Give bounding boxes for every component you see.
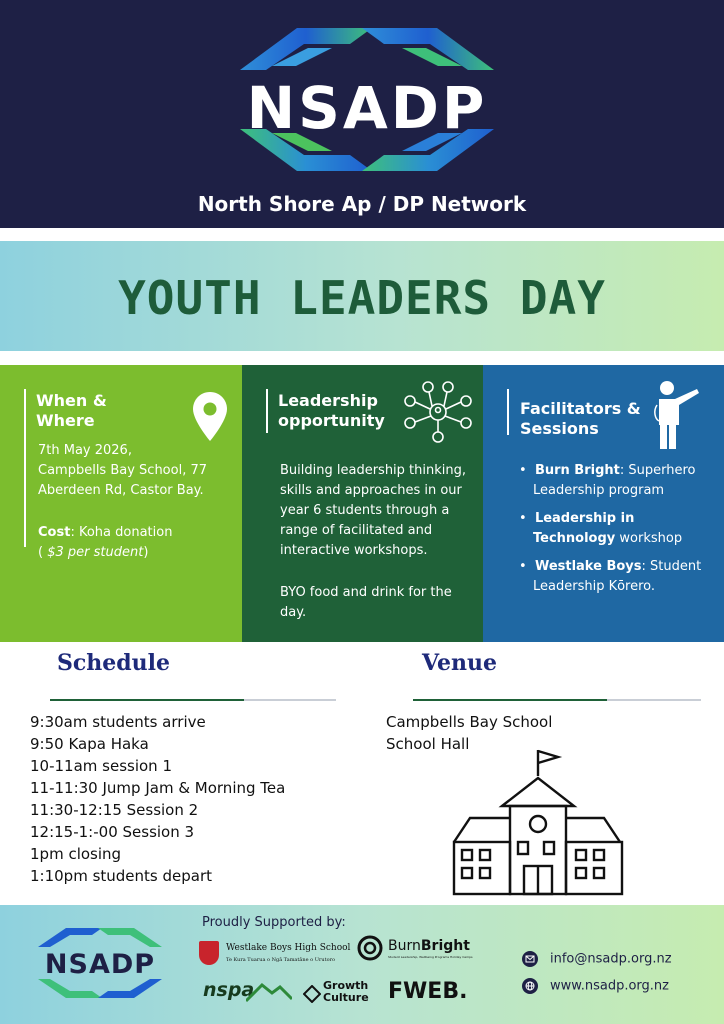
cost-label: Cost (38, 525, 71, 540)
description-line: Building leadership thinking, (280, 463, 466, 478)
facilitator-item: • Westlake Boys: Student Leadership Kōrero. (519, 557, 701, 597)
facilitator-name: Leadership in (534, 511, 635, 526)
burnbright-tagline: Student Leadership, Wellbeing Programs Holiday Camps (388, 955, 473, 959)
globe-icon (522, 978, 538, 994)
heading-line: Facilitators & (520, 399, 641, 418)
schedule-title: Schedule (57, 650, 171, 676)
burnbright-logo-icon (357, 935, 383, 961)
schedule-item: 11:30-12:15 Session 2 (30, 801, 199, 819)
westlake-crest-icon (199, 941, 219, 965)
facilitator-list (519, 461, 701, 597)
growth-culture-line: Growth (323, 979, 369, 992)
schedule-list (30, 711, 285, 887)
schedule-item: 9:30am students arrive (30, 713, 206, 731)
paren: ( (38, 545, 48, 560)
leadership-heading (278, 391, 385, 431)
facilitator-name: Burn Bright (534, 463, 620, 478)
website-url[interactable]: www.nsadp.org.nz (550, 978, 669, 994)
network-people-icon (402, 379, 474, 445)
detail-line: Campbells Bay School, 77 (38, 463, 208, 478)
venue-rule (413, 699, 701, 701)
event-title: YOUTH LEADERS DAY (118, 271, 606, 325)
heading-line: Leadership (278, 391, 378, 410)
cost-per-student: $3 per student (47, 545, 144, 560)
description-line: skills and approaches in our (280, 483, 462, 498)
facilitator-text: workshop (615, 531, 683, 546)
divider-bar (24, 389, 26, 547)
heading-line: opportunity (278, 411, 385, 430)
header (0, 0, 724, 228)
when-where-heading (36, 391, 107, 431)
facilitators-panel (483, 365, 724, 642)
byo-line: BYO food and drink for the (280, 585, 452, 600)
map-pin-icon (192, 391, 228, 443)
schedule-item: 12:15-1:-00 Session 3 (30, 823, 195, 841)
venue-title: Venue (422, 650, 498, 676)
facilitator-text: Leadership program (533, 483, 665, 498)
logo-text: NSADP (246, 74, 488, 142)
supported-label: Proudly Supported by: (202, 915, 346, 930)
divider-bar (266, 389, 268, 433)
event-details (38, 441, 207, 501)
fweb-logo: FWEB. (388, 979, 468, 1004)
schedule-item: 1:10pm students depart (30, 867, 213, 885)
nspa-logo: nspa (203, 979, 255, 1001)
paren: ) (143, 545, 149, 560)
description-line: year 6 students through a (280, 503, 450, 518)
when-where-panel (0, 365, 242, 642)
facilitator-item: • Burn Bright: Superhero Leadership program (519, 461, 701, 501)
heading-line: Sessions (520, 419, 599, 438)
footer-logo (30, 925, 170, 1001)
facilitators-heading (520, 399, 641, 439)
nsadp-logo (222, 22, 512, 177)
growth-culture-diamond-icon (303, 985, 321, 1003)
heading-line: Where (36, 411, 95, 430)
footer (0, 905, 724, 1024)
facilitator-name: Westlake Boys (534, 559, 642, 574)
burnbright-name: BurnBright (388, 938, 470, 954)
footer-logo-text: NSADP (44, 949, 156, 980)
divider-bar (507, 389, 509, 435)
byo-line: day. (280, 605, 307, 620)
schedule-item: 9:50 Kapa Haka (30, 735, 149, 753)
description-line: range of facilitated and (280, 523, 433, 538)
westlake-maori-name: Te Kura Tuarua o Ngā Tamatāne o Urutoro (226, 957, 336, 963)
network-name: North Shore Ap / DP Network (197, 192, 527, 216)
email-contact[interactable] (522, 951, 672, 967)
facilitator-text: : Superhero (619, 463, 696, 478)
venue-line: School Hall (386, 735, 470, 753)
detail-line: 7th May 2026, (38, 443, 132, 458)
email-icon (522, 951, 538, 967)
facilitator-text: : Student (641, 559, 702, 574)
detail-line: Aberdeen Rd, Castor Bay. (38, 483, 204, 498)
school-building-icon (448, 748, 626, 896)
schedule-rule (50, 699, 336, 701)
title-banner (0, 241, 724, 351)
nspa-hills-icon (246, 975, 292, 1005)
email-address[interactable]: info@nsadp.org.nz (550, 951, 672, 967)
growth-culture-logo (323, 980, 369, 1004)
westlake-name: Westlake Boys High School (226, 943, 351, 953)
leadership-panel (242, 365, 483, 642)
growth-culture-line: Culture (323, 991, 369, 1004)
website-contact[interactable] (522, 978, 669, 994)
schedule-item: 11-11:30 Jump Jam & Morning Tea (30, 779, 286, 797)
presenter-icon (653, 379, 703, 451)
schedule-item: 10-11am session 1 (30, 757, 172, 775)
schedule-item: 1pm closing (30, 845, 122, 863)
cost-info (38, 523, 172, 563)
heading-line: When & (36, 391, 107, 410)
leadership-description (280, 461, 466, 561)
cost-value: : Koha donation (70, 525, 173, 540)
facilitator-item: • Leadership in Technology workshop (519, 511, 683, 546)
byo-note (280, 583, 452, 623)
facilitator-text: Leadership Kōrero. (533, 579, 656, 594)
facilitator-name: Technology (533, 531, 616, 546)
venue-line: Campbells Bay School (386, 713, 553, 731)
description-line: interactive workshops. (280, 543, 428, 558)
